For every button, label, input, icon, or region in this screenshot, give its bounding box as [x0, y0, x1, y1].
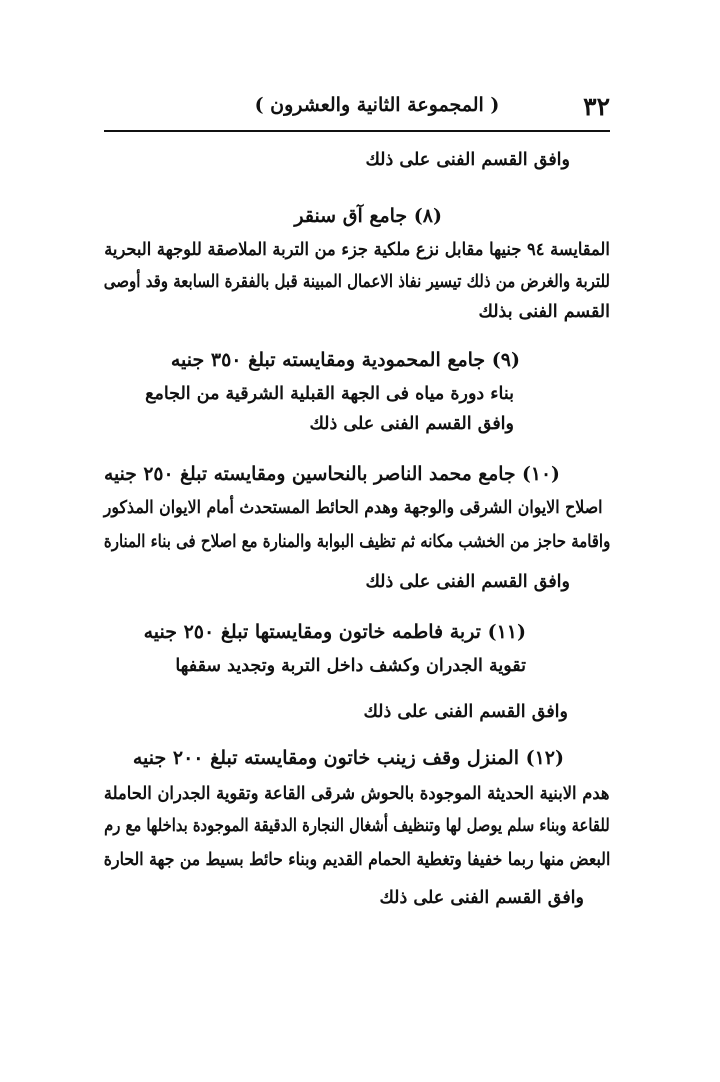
- approval-line: وافق القسم الفنى على ذلك: [309, 414, 514, 434]
- section-heading: (١١) تربة فاطمه خاتون ومقايستها تبلغ ٢٥٠ جنيه: [143, 621, 526, 643]
- approval-line: وافق القسم الفنى على ذلك: [363, 702, 568, 722]
- approval-line: وافق القسم الفنى على ذلك: [379, 888, 584, 908]
- section-heading: (٨) جامع آق سنقر: [294, 205, 442, 227]
- paragraph-line: واقامة حاجز من الخشب مكانه ثم تظيف البوابة والمنارة مع اصلاح فى بناء المنارة: [103, 532, 610, 552]
- paragraph-line: المقايسة ٩٤ جنيها مقابل نزع ملكية جزء من التربة الملاصقة للوجهة البحرية: [104, 240, 610, 260]
- paragraph-line: القسم الفنى بذلك: [478, 302, 610, 322]
- running-title: ( المجموعة الثانية والعشرون ): [254, 94, 500, 116]
- paragraph-line: للتربة والغرض من ذلك تيسير نفاذ الاعمال المبينة قبل بالفقرة السابعة وقد أوصى: [103, 272, 610, 292]
- section-heading: (١٠) جامع محمد الناصر بالنحاسين ومقايسته تبلغ ٢٥٠ جنيه: [104, 463, 560, 485]
- section-heading: (٩) جامع المحمودية ومقايسته تبلغ ٣٥٠ جنيه: [170, 349, 520, 371]
- section-heading: (١٢) المنزل وقف زينب خاتون ومقايسته تبلغ ٢٠٠ جنيه: [132, 747, 564, 769]
- approval-line: وافق القسم الفنى على ذلك: [365, 572, 570, 592]
- paragraph-line: اصلاح الايوان الشرقى والوجهة وهدم الحائط المستحدث أمام الايوان المذكور: [103, 498, 602, 518]
- paragraph-line: بناء دورة مياه فى الجهة القبلية الشرقية من الجامع: [145, 384, 514, 404]
- header-rule: [104, 130, 610, 132]
- page-header: [104, 86, 610, 126]
- paragraph-line: البعض منها ربما خفيفا وتغطية الحمام القديم وبناء حائط بسيط من جهة الحارة: [103, 850, 610, 870]
- paragraph-line: للقاعة وبناء سلم يوصل لها وتنظيف أشغال النجارة الدقيقة الموجودة بداخلها مع رم: [104, 816, 610, 836]
- page-number: ٣٢: [583, 92, 610, 121]
- paragraph-line: تقوية الجدران وكشف داخل التربة وتجديد سقفها: [175, 656, 526, 676]
- paragraph-line: هدم الابنية الحديثة الموجودة بالحوش شرقى القاعة وتقوية الجدران الحاملة: [104, 784, 610, 804]
- approval-line: وافق القسم الفنى على ذلك: [365, 150, 570, 170]
